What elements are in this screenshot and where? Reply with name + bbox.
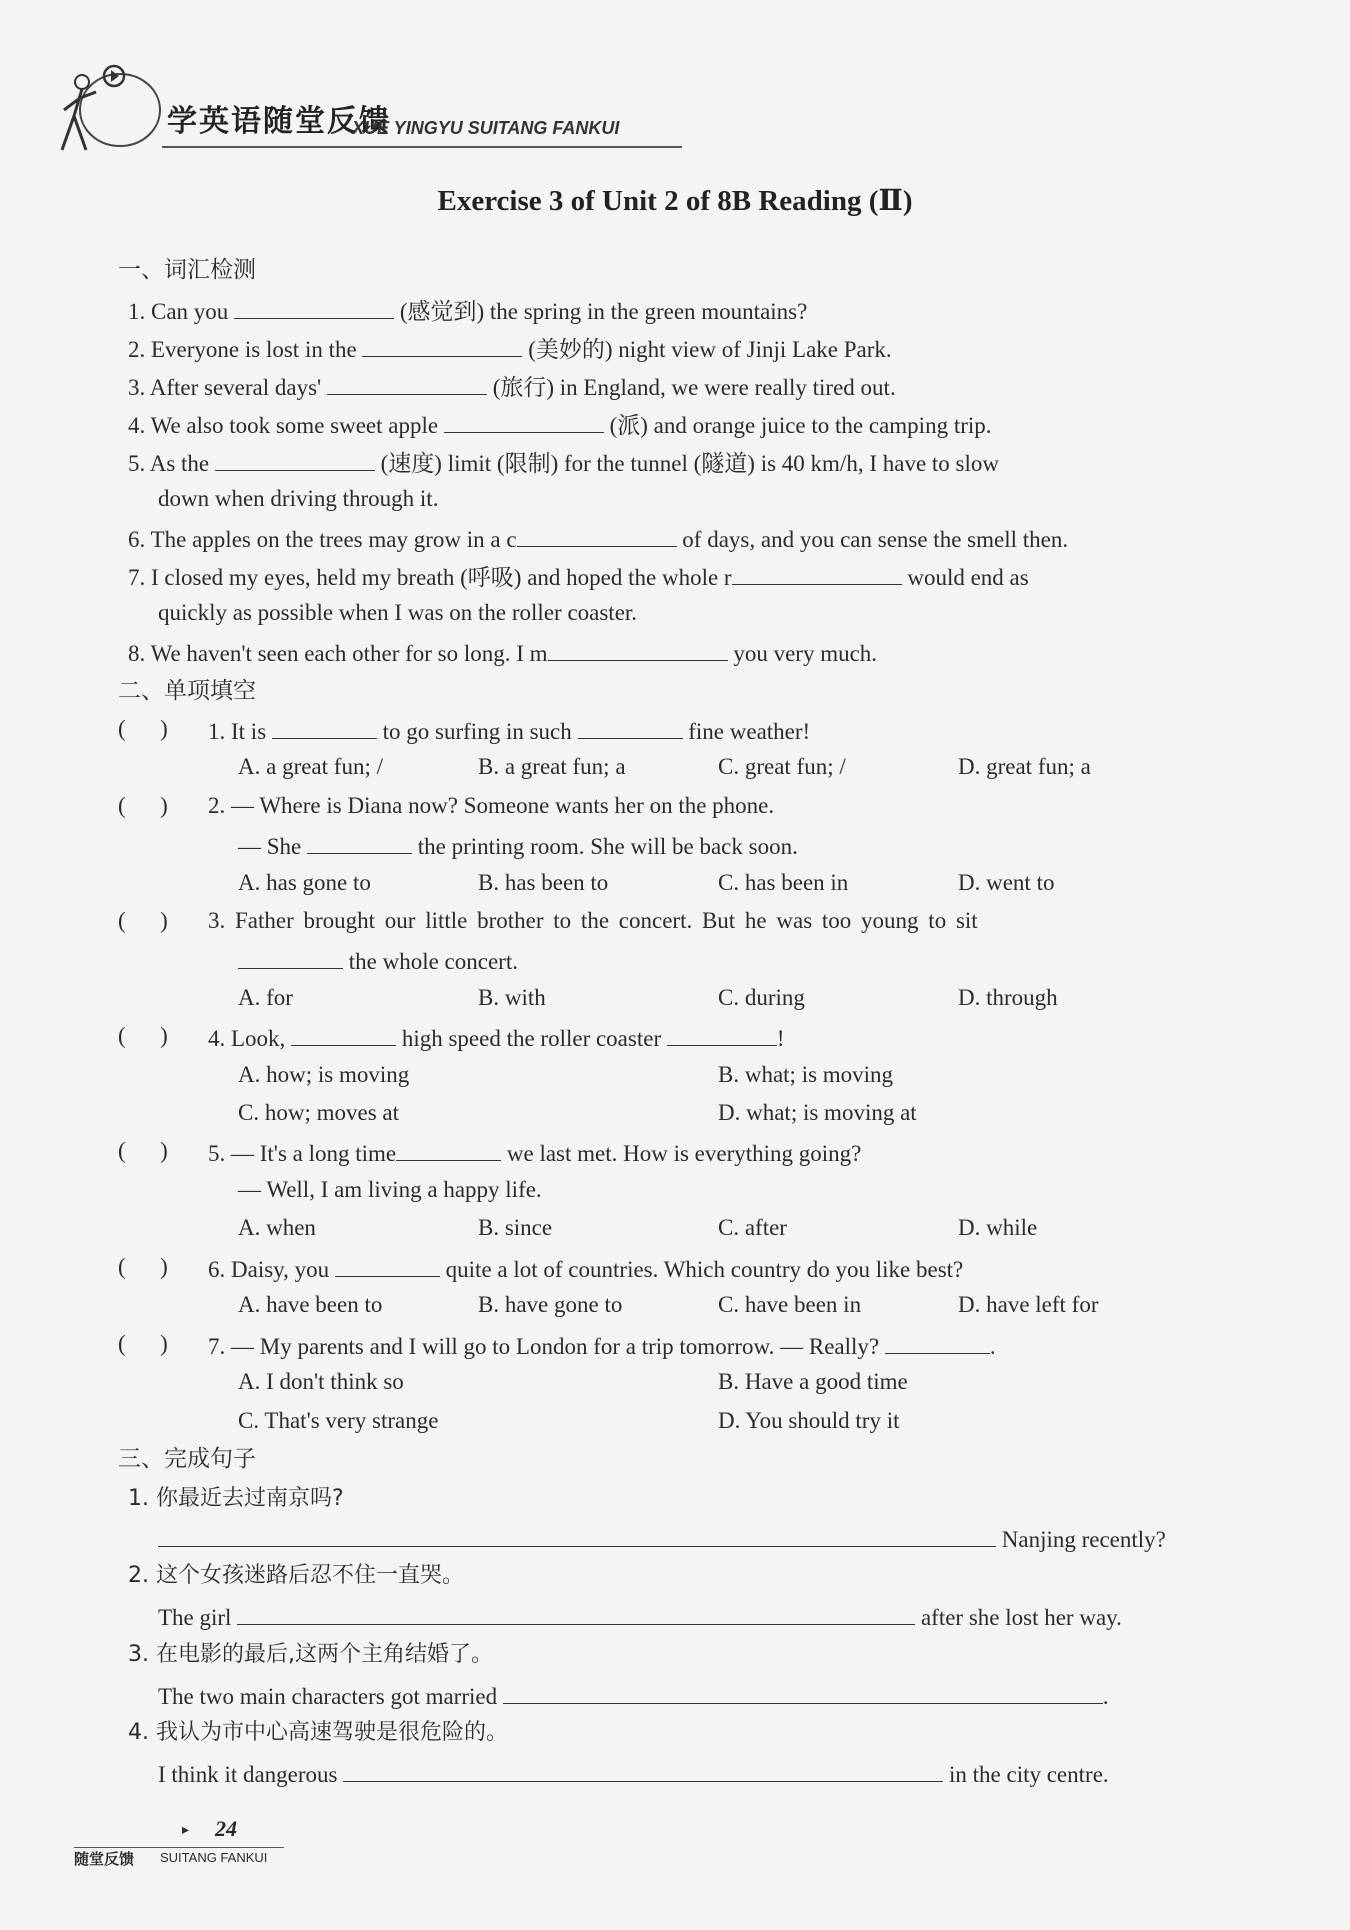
option: C. That's very strange — [238, 1408, 439, 1433]
option: D. You should try it — [718, 1408, 900, 1433]
section3-heading: 三、完成句子 — [118, 1446, 256, 1472]
option: D. went to — [958, 870, 1055, 895]
option: B. what; is moving — [718, 1062, 894, 1087]
option: B. with — [478, 985, 546, 1010]
option: D. have left for — [958, 1292, 1099, 1317]
translation-answer-1: Nanjing recently? — [158, 1522, 1166, 1555]
answer-blank[interactable] — [335, 1252, 440, 1277]
answer-paren[interactable]: ( ) — [118, 1138, 168, 1163]
answer-blank[interactable] — [307, 829, 412, 854]
vocab-item-5-continuation: down when driving through it. — [158, 486, 439, 511]
answer-blank[interactable] — [732, 560, 902, 585]
option: B. since — [478, 1215, 553, 1240]
answer-blank[interactable] — [578, 714, 683, 739]
page-title: Exercise 3 of Unit 2 of 8B Reading (Ⅱ) — [437, 185, 913, 217]
answer-blank[interactable] — [158, 1522, 996, 1547]
translation-prompt-4: 4. 我认为市中心高速驾驶是很危险的。 — [128, 1720, 508, 1745]
answer-blank[interactable] — [291, 1021, 396, 1046]
header-brand-en: XUE YINGYU SUITANG FANKUI — [352, 118, 620, 138]
answer-paren[interactable]: ( ) — [118, 1023, 168, 1048]
mc-question-3: 3. Father brought our little brother to the concert. But he was too young to sit — [208, 908, 978, 933]
mc-question-7: 7. — My parents and I will go to London for a trip tomorrow. — Really? . — [208, 1329, 996, 1362]
section2-heading: 二、单项填空 — [118, 678, 256, 704]
answer-blank[interactable] — [238, 944, 343, 969]
vocab-item-6: 6. The apples on the trees may grow in a c of days, and you can sense the smell then. — [128, 522, 1068, 555]
option: C. have been in — [718, 1292, 862, 1317]
answer-blank[interactable] — [885, 1329, 990, 1354]
mc-question-5: 5. — It's a long time we last met. How is everything going? — [208, 1136, 861, 1169]
answer-paren[interactable]: ( ) — [118, 1331, 168, 1356]
footer-brand-cn: 随堂反馈 — [74, 1850, 135, 1868]
header-banner — [52, 58, 652, 168]
option: A. for — [238, 985, 293, 1010]
option: A. have been to — [238, 1292, 383, 1317]
answer-blank[interactable] — [234, 294, 394, 319]
header-rule — [162, 146, 682, 148]
mc-question-1: 1. It is to go surfing in such fine weather! — [208, 714, 810, 747]
translation-answer-2: The girl after she lost her way. — [158, 1600, 1122, 1633]
option: B. a great fun; a — [478, 754, 626, 779]
vocab-item-8: 8. We haven't seen each other for so long. I m you very much. — [128, 636, 877, 669]
mc-question-5-line2: — Well, I am living a happy life. — [238, 1177, 542, 1202]
vocab-item-3: 3. After several days' (旅行) in England, we were really tired out. — [128, 370, 896, 403]
vocab-item-7-continuation: quickly as possible when I was on the roller coaster. — [158, 600, 638, 625]
runner-logo-icon — [52, 58, 162, 158]
answer-paren[interactable]: ( ) — [118, 908, 168, 933]
mc-question-2: 2. — Where is Diana now? Someone wants her on the phone. — [208, 793, 775, 818]
answer-blank[interactable] — [362, 332, 522, 357]
arrow-icon: ▸ — [182, 1823, 190, 1838]
answer-blank[interactable] — [503, 1679, 1103, 1704]
option: A. I don't think so — [238, 1369, 404, 1394]
option: D. great fun; a — [958, 754, 1091, 779]
vocab-item-1: 1. Can you (感觉到) the spring in the green mountains? — [128, 294, 807, 327]
answer-blank[interactable] — [444, 408, 604, 433]
answer-paren[interactable]: ( ) — [118, 1254, 168, 1279]
answer-blank[interactable] — [548, 636, 728, 661]
option: A. has gone to — [238, 870, 371, 895]
translation-answer-3: The two main characters got married . — [158, 1679, 1109, 1712]
option: C. how; moves at — [238, 1100, 399, 1125]
option: C. great fun; / — [718, 754, 846, 779]
vocab-item-2: 2. Everyone is lost in the (美妙的) night view of Jinji Lake Park. — [128, 332, 892, 365]
mc-question-3-line2: the whole concert. — [238, 944, 518, 977]
translation-prompt-1: 1. 你最近去过南京吗? — [128, 1486, 344, 1511]
option: A. how; is moving — [238, 1062, 410, 1087]
header-brand-cn: 学英语随堂反馈 — [167, 104, 391, 139]
footer-brand-en: SUITANG FANKUI — [160, 1850, 268, 1865]
answer-blank[interactable] — [343, 1757, 943, 1782]
mc-question-2-line2: — She the printing room. She will be back soon. — [238, 829, 798, 862]
answer-paren[interactable]: ( ) — [118, 716, 168, 741]
answer-blank[interactable] — [517, 522, 677, 547]
option: C. after — [718, 1215, 787, 1240]
option: B. have gone to — [478, 1292, 623, 1317]
answer-blank[interactable] — [215, 446, 375, 471]
answer-blank[interactable] — [327, 370, 487, 395]
translation-prompt-2: 2. 这个女孩迷路后忍不住一直哭。 — [128, 1563, 464, 1588]
vocab-item-5: 5. As the (速度) limit (限制) for the tunnel (隧道) is 40 km/h, I have to slow — [128, 446, 999, 479]
answer-blank[interactable] — [237, 1600, 915, 1625]
option: B. Have a good time — [718, 1369, 908, 1394]
vocab-item-7: 7. I closed my eyes, held my breath (呼吸) and hoped the whole r would end as — [128, 560, 1029, 593]
option: A. a great fun; / — [238, 754, 383, 779]
page-number: 24 — [215, 1816, 237, 1841]
vocab-item-4: 4. We also took some sweet apple (派) and orange juice to the camping trip. — [128, 408, 992, 441]
answer-blank[interactable] — [272, 714, 377, 739]
translation-answer-4: I think it dangerous in the city centre. — [158, 1757, 1109, 1790]
mc-question-6: 6. Daisy, you quite a lot of countries. Which country do you like best? — [208, 1252, 963, 1285]
option: D. what; is moving at — [718, 1100, 917, 1125]
option: B. has been to — [478, 870, 609, 895]
answer-paren[interactable]: ( ) — [118, 793, 168, 818]
answer-blank[interactable] — [396, 1136, 501, 1161]
answer-blank[interactable] — [667, 1021, 777, 1046]
option: D. while — [958, 1215, 1038, 1240]
option: A. when — [238, 1215, 316, 1240]
option: C. has been in — [718, 870, 849, 895]
option: C. during — [718, 985, 805, 1010]
option: D. through — [958, 985, 1058, 1010]
mc-question-4: 4. Look, high speed the roller coaster ! — [208, 1021, 785, 1054]
section1-heading: 一、词汇检测 — [118, 257, 256, 283]
translation-prompt-3: 3. 在电影的最后,这两个主角结婚了。 — [128, 1642, 493, 1667]
